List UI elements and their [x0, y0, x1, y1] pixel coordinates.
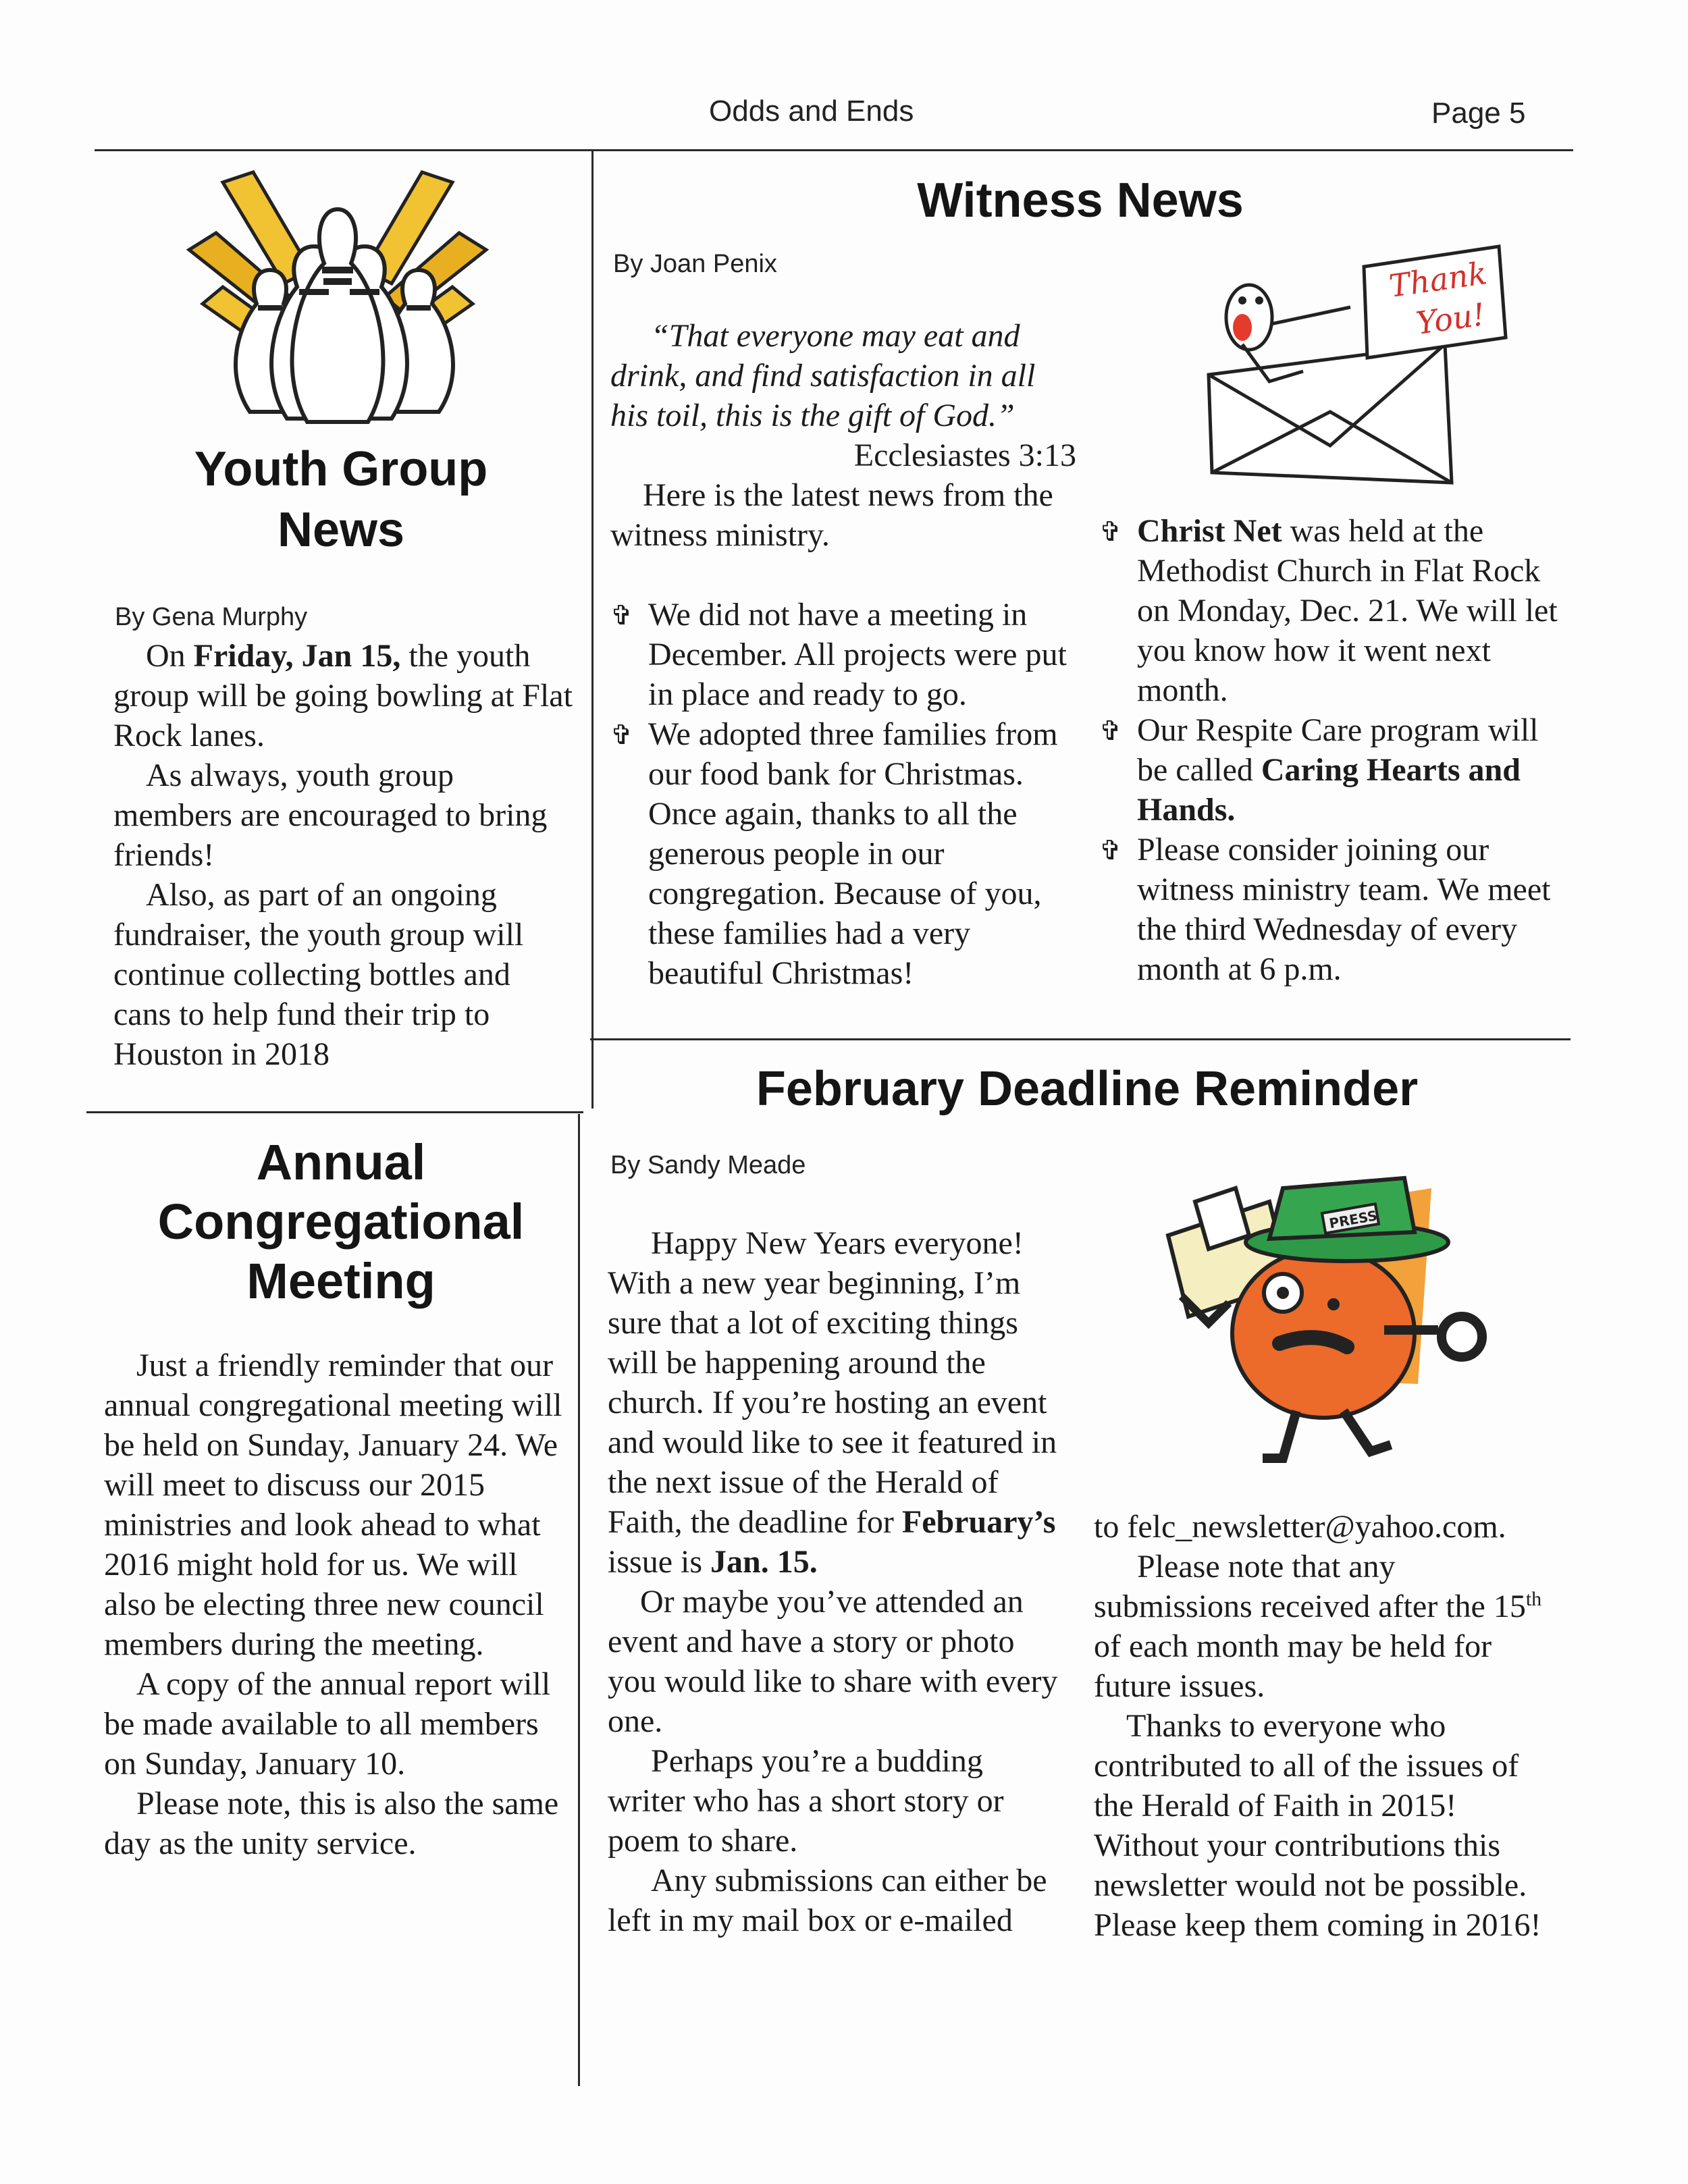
annual-paragraph: Please note, this is also the same day as the unity service. — [104, 1786, 559, 1861]
scripture-citation: Ecclesiastes 3:13 — [853, 437, 1076, 473]
page-number: Page 5 — [1431, 97, 1526, 130]
february-paragraph: to felc_newsletter@yahoo.com. — [1094, 1509, 1506, 1545]
february-paragraph: Happy New Years everyone! With a new year beginning, I’m sure that a lot of exciting things will be happening around the church. If you’re hosting an event and would like to see it featured in the next issue of the Herald of Faith, the deadline for February’s issue is Jan. 15. — [608, 1225, 1057, 1580]
cross-icon: ✞ — [610, 600, 633, 631]
witness-bullet: ✞ We did not have a meeting in December. All projects were put in place and ready to go. — [610, 597, 1067, 712]
youth-title — [95, 439, 587, 560]
youth-title-line: Youth Group — [194, 442, 488, 496]
annual-paragraph: Just a friendly reminder that our annual congregational meeting will be held on Sunday, January 24. We will meet to discuss our 2015 ministries and look ahead to what 2016 might hold for us. We will also be electing three new council members during the meeting. — [104, 1348, 562, 1662]
section-title: Odds and Ends — [709, 95, 914, 128]
annual-title-line: Congregational — [157, 1194, 525, 1250]
youth-byline: By Gena Murphy — [115, 603, 308, 631]
section-divider — [86, 1111, 583, 1113]
youth-paragraph: As always, youth group members are encouraged to bring friends! — [113, 757, 548, 873]
annual-body — [104, 1346, 563, 1863]
cross-icon: ✞ — [610, 720, 633, 751]
youth-body — [113, 636, 573, 1074]
press-label: PRESS — [1327, 1207, 1379, 1232]
you-text: You! — [1414, 296, 1487, 342]
youth-title-line: News — [277, 503, 405, 557]
witness-byline: By Joan Penix — [613, 250, 777, 278]
witness-left-column — [610, 316, 1076, 993]
february-paragraph: Any submissions can either be left in my mail box or e-mailed — [608, 1863, 1047, 1938]
witness-intro: Here is the latest news from the witness ministry. — [610, 477, 1053, 553]
witness-title: Witness News — [917, 174, 1244, 228]
february-paragraph: Or maybe you’ve attended an event and have a story or photo you would like to share with every one. — [608, 1584, 1058, 1739]
february-paragraph: Please note that any submissions received after the 15th of each month may be held for future issues. — [1094, 1549, 1542, 1704]
annual-title-line: Annual — [256, 1134, 426, 1190]
youth-paragraph: On Friday, Jan 15, the youth group will be going bowling at Flat Rock lanes. — [113, 638, 573, 753]
column-divider — [591, 150, 594, 1109]
section-divider — [590, 1038, 1571, 1040]
cross-icon: ✞ — [1099, 516, 1122, 548]
annual-paragraph: A copy of the annual report will be made available to all members on Sunday, January 10. — [104, 1666, 551, 1782]
youth-paragraph: Also, as part of an ongoing fundraiser, the youth group will continue collecting bottles and cans to help fund their trip to Houston in 2018 — [113, 877, 524, 1072]
february-paragraph: Perhaps you’re a budding writer who has a short story or poem to share. — [608, 1743, 1004, 1859]
press-mascot-icon — [1114, 1161, 1519, 1479]
february-left-column — [608, 1223, 1067, 1940]
february-right-column — [1094, 1507, 1560, 1945]
annual-title — [95, 1133, 587, 1311]
witness-bullet: ✞ Christ Net was held at the Methodist Church in Flat Rock on Monday, Dec. 21. We will let you know how it went next month. — [1099, 513, 1558, 708]
witness-bullet: ✞ We adopted three families from our food bank for Christmas. Once again, thanks to all the generous people in our congregation. Because of you, these families had a very beautiful Christmas! — [610, 716, 1058, 991]
thank-you-envelope-icon — [1195, 243, 1519, 493]
cross-icon: ✞ — [1099, 716, 1122, 747]
thank-text: Thank — [1387, 255, 1489, 304]
scripture-quote: “That everyone may eat and drink, and find satisfaction in all his toil, this is the gift of God.” — [610, 318, 1036, 433]
header-rule — [95, 149, 1573, 151]
witness-bullet: ✞ Our Respite Care program will be called Caring Hearts and Hands. — [1099, 712, 1539, 828]
cross-icon: ✞ — [1099, 835, 1122, 866]
annual-title-line: Meeting — [246, 1253, 436, 1309]
february-paragraph: Thanks to everyone who contributed to all of the issues of the Herald of Faith in 2015! Without your contributions this newsletter would not be possible. Please keep them coming in 2016! — [1094, 1708, 1541, 1943]
witness-right-column — [1099, 511, 1565, 989]
february-byline: By Sandy Meade — [610, 1151, 806, 1179]
february-title: February Deadline Reminder — [756, 1062, 1419, 1116]
witness-bullet: ✞ Please consider joining our witness ministry team. We meet the third Wednesday of every month at 6 p.m. — [1099, 832, 1551, 987]
bowling-pins-icon — [176, 169, 500, 425]
